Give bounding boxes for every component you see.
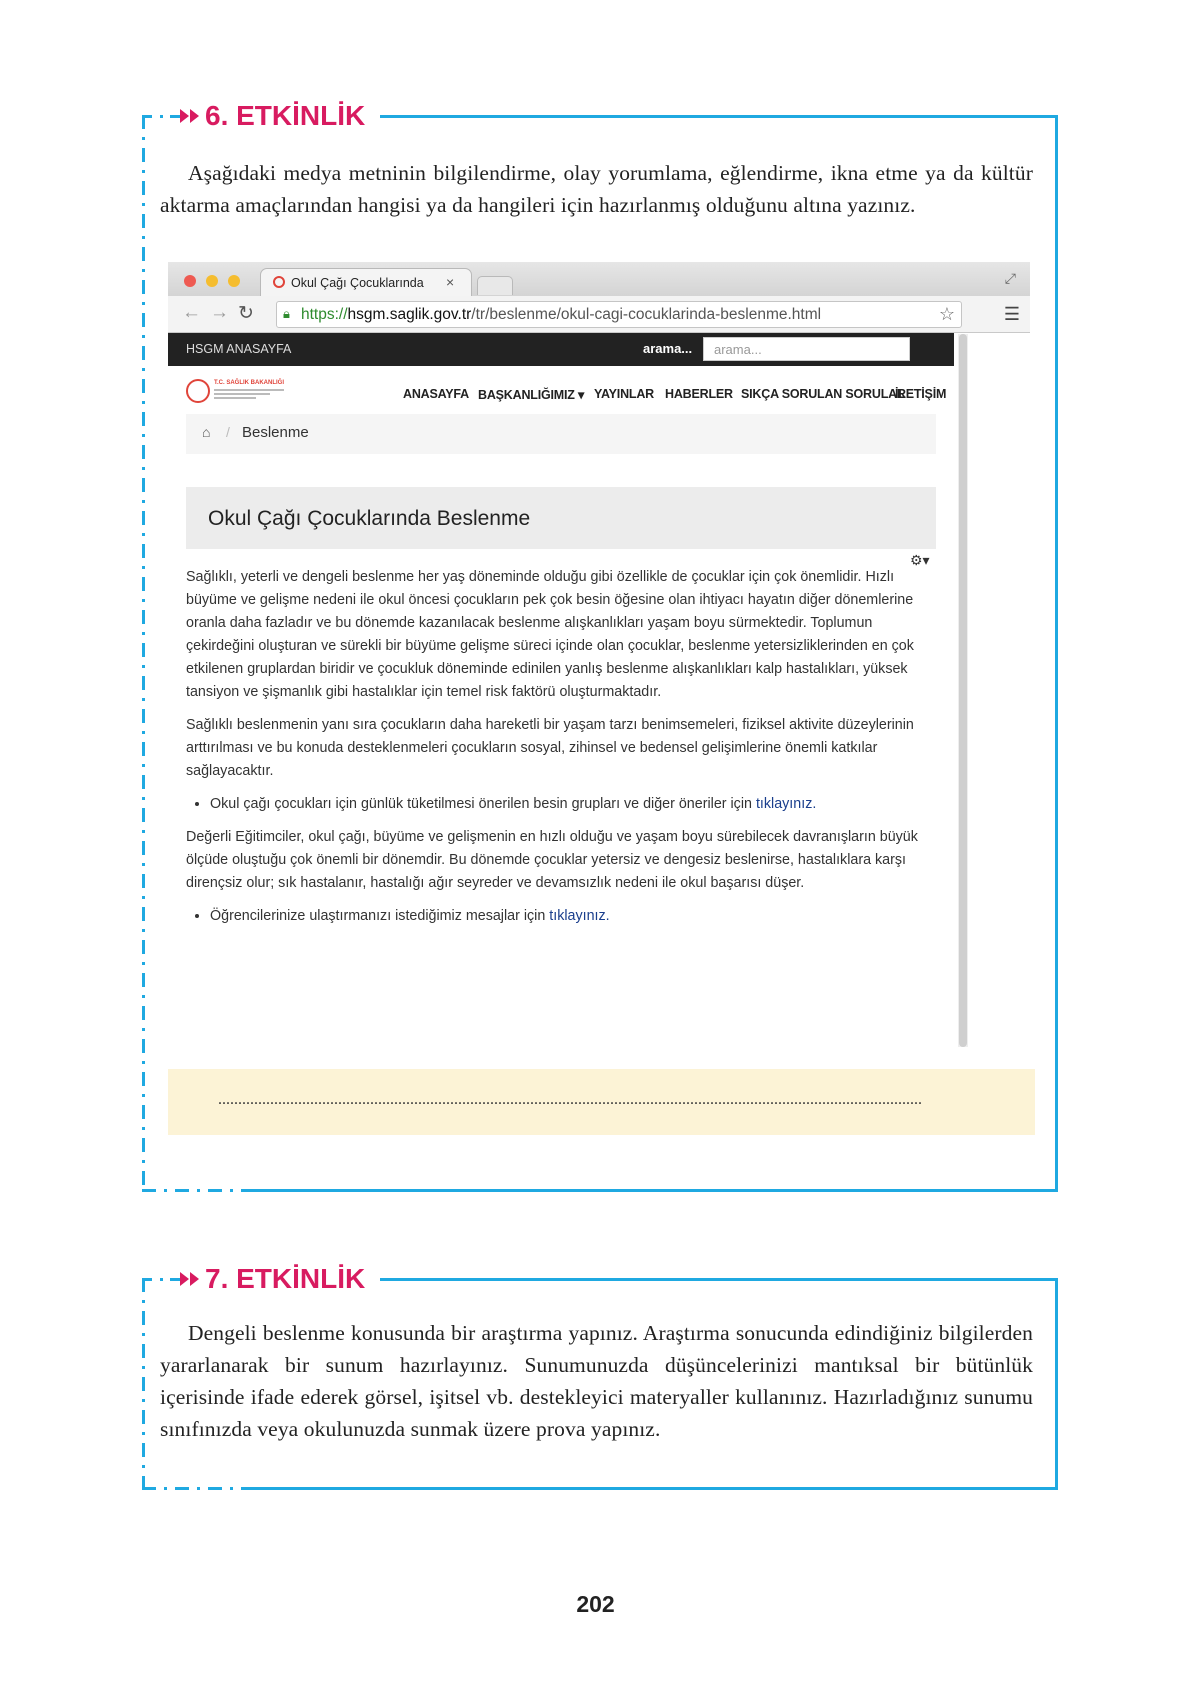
- tab-bar: [168, 262, 1030, 296]
- nav-haberler: HABERLER: [665, 387, 733, 401]
- double-arrow-icon: [180, 109, 199, 123]
- tab-close-icon: ×: [446, 274, 455, 290]
- nav-yayinlar: YAYINLAR: [594, 387, 654, 401]
- home-link: HSGM ANASAYFA: [186, 342, 292, 356]
- frame-top-border: [380, 115, 1058, 118]
- scrollbar: [958, 334, 968, 1047]
- frame-dash-top: [142, 1278, 182, 1281]
- site-top-bar: [168, 333, 954, 366]
- click-here-link: tıklayınız.: [549, 908, 610, 924]
- fullscreen-icon: ⤢: [1004, 270, 1016, 286]
- list-item: • Öğrencilerinize ulaştırmanızı istediğimiz mesajlar için tıklayınız.: [210, 905, 921, 928]
- hamburger-menu-icon: ☰: [1003, 304, 1020, 324]
- site-favicon-icon: [273, 276, 285, 288]
- answer-line: ................................................................................................................................................................................: [218, 1091, 922, 1107]
- browser-screenshot: [168, 262, 1030, 1047]
- answer-box: [168, 1069, 1035, 1135]
- reload-icon: ↻: [238, 303, 254, 324]
- lock-icon: 🔒︎: [283, 306, 290, 321]
- frame-dash-top: [142, 115, 182, 118]
- address-bar: [168, 296, 1030, 333]
- url-protocol: https://: [301, 306, 348, 323]
- url-host: hsgm.saglik.gov.tr: [347, 306, 472, 323]
- ministry-emblem-icon: [186, 379, 210, 403]
- frame-bottom-border: [248, 1487, 1058, 1490]
- article-paragraph: Değerli Eğitimciler, okul çağı, büyüme ve gelişmenin en hızlı olduğu ve yaşam boyu sürebilecek davranışların büyük ölçüde oluştuğu çok önemli bir dönemdir. Bu dönemde çocuklar yetersiz ve dengesiz beslenirse, hastalıklara karşı dirençsiz olur; sık hastalanır, hastalığı ağır seyreder ve devamsızlık nedeni ile okul başarısı düşer.: [186, 829, 918, 891]
- breadcrumb: [186, 414, 936, 454]
- url-path: /tr/beslenme/okul-cagi-cocuklarinda-beslenme.html: [471, 306, 822, 323]
- caret-down-icon: ▾: [577, 388, 585, 402]
- ministry-logo: [186, 379, 296, 409]
- scroll-thumb: [959, 334, 967, 1047]
- home-icon: ⌂: [202, 424, 211, 440]
- new-tab-button: [477, 276, 513, 295]
- article-paragraph: Sağlıklı beslenmenin yanı sıra çocukların daha hareketli bir yaşam tarzı benimsemeleri, fiziksel aktivite düzeylerinin arttırılması ve bu konuda desteklenmeleri çocukların sosyal, zihinsel ve bedensel gelişimlerine önemli katkılar sağlayacaktır.: [186, 717, 914, 779]
- frame-right-border: [1055, 1278, 1058, 1490]
- frame-dash-left: [142, 1278, 145, 1490]
- article-list: [186, 793, 921, 816]
- breadcrumb-separator: /: [226, 424, 230, 440]
- click-here-link: tıklayınız.: [755, 796, 817, 812]
- breadcrumb-current: Beslenme: [242, 424, 309, 441]
- activity-title-text: 7. ETKİNLİK: [205, 1263, 366, 1294]
- close-window-icon: [184, 275, 196, 287]
- arrow-right-icon: →: [210, 302, 229, 323]
- article-content: [186, 566, 921, 938]
- bookmark-star-icon: ☆: [938, 304, 955, 324]
- double-arrow-icon: [180, 1272, 199, 1286]
- page-title: Okul Çağı Çocuklarında Beslenme: [208, 507, 531, 530]
- article-paragraph: Sağlıklı, yeterli ve dengeli beslenme her yaş döneminde olduğu gibi özellikle de çocuklar için çok önemlidir. Hızlı büyüme ve gelişme nedeni ile okul öncesi çocukların pek çok besin öğesine olan ihtiyacı hayatın diğer dönemlerine oranla daha fazladır ve bu dönemde kazanılacak beslenme alışkanlıkları yaşam boyu sürmektedir. Toplumun çekirdeğini oluşturan ve sürekli bir büyüme gelişme süreci içinde olan çocuklar, beslenme yetersizliklerinden en çok etkilenen gruplardan biridir ve çocukluk döneminde edinilen yanlış beslenme alışkanlıkları kalp hastalıkları, yüksek tansiyon ve şişmanlık gibi hastalıklar için temel risk faktörü oluşturmaktadır.: [186, 569, 914, 700]
- tab-title: Okul Çağı Çocuklarında: [291, 276, 424, 290]
- frame-dash-left: [142, 115, 145, 1192]
- activity-6-instruction: Aşağıdaki medya metninin bilgilendirme, olay yorumlama, eğlendirme, ikna etme ya da kültür aktarma amaçlarından hangisi ya da hangileri için hazırlanmış olduğunu altına yazınız.: [160, 161, 1033, 217]
- search-label: arama...: [643, 341, 693, 356]
- list-item: • Okul çağı çocukları için günlük tüketilmesi önerilen besin grupları ve diğer öneriler için tıklayınız.: [210, 793, 921, 816]
- browser-tab: [260, 268, 472, 297]
- frame-top-border: [380, 1278, 1058, 1281]
- minimize-window-icon: [206, 275, 218, 287]
- activity-title-text: 6. ETKİNLİK: [205, 100, 366, 131]
- article-list: [186, 905, 921, 928]
- page-header: [186, 487, 936, 549]
- gear-icon: ⚙▾: [910, 552, 930, 568]
- activity-7-title: [180, 1263, 369, 1295]
- url-text: [301, 306, 821, 324]
- url-field: [276, 301, 962, 328]
- activity-6-title: [180, 100, 369, 132]
- frame-bottom-border: [248, 1189, 1058, 1192]
- nav-anasayfa: ANASAYFA: [403, 387, 470, 401]
- arrow-left-icon: ←: [182, 302, 201, 323]
- frame-dash-bottom: [142, 1487, 248, 1490]
- page-number: 202: [576, 1591, 615, 1617]
- search-input: arama...: [703, 337, 910, 361]
- frame-dash-bottom: [142, 1189, 248, 1192]
- maximize-window-icon: [228, 275, 240, 287]
- nav-iletisim: İLETİŞİM: [895, 387, 947, 401]
- logo-text: T.C. SAĞLIK BAKANLIĞI: [214, 380, 284, 386]
- activity-7-instruction: Dengeli beslenme konusunda bir araştırma yapınız. Araştırma sonucunda edindiğiniz bilgilerden yararlanarak bir sunum hazırlayınız. Sunumunuzda düşüncelerinizi mantıksal bir bütünlük içerisinde ifade ederek görsel, işitsel vb. destekleyici materyaller kullanınız. Hazırladığınız sunumu sınıfınızda veya okulunuzda sunmak üzere prova yapınız.: [160, 1321, 1033, 1441]
- nav-baskanligimiz: BAŞKANLIĞIMIZ ▾: [478, 388, 585, 402]
- nav-sss: SIKÇA SORULAN SORULAR: [741, 387, 906, 401]
- frame-right-border: [1055, 115, 1058, 1192]
